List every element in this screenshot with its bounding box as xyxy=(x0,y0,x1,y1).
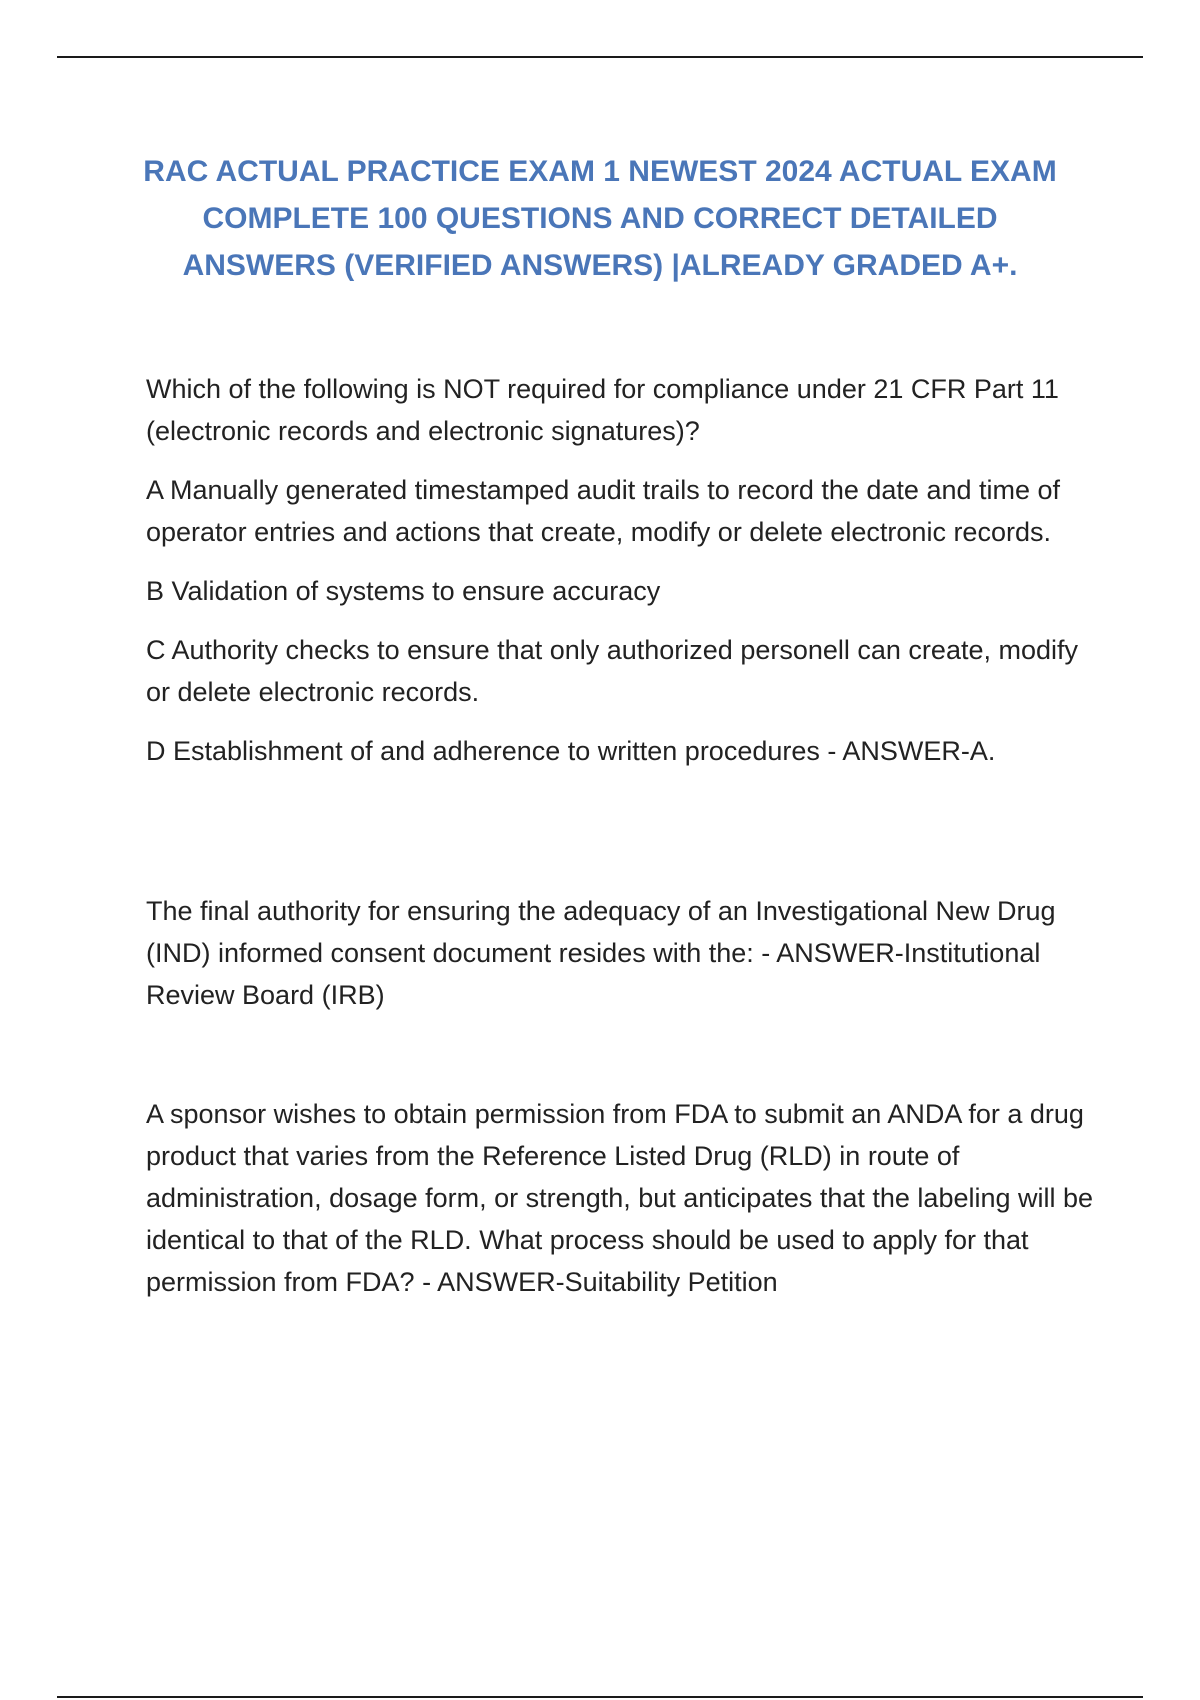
question-1 xyxy=(146,368,1106,789)
document-title xyxy=(130,148,1070,289)
question-1-stem: Which of the following is NOT required for compliance under 21 CFR Part 11 (electronic records and electronic signatures)? xyxy=(146,374,1059,446)
title-line-3: ANSWERS (VERIFIED ANSWERS) |ALREADY GRADED A+. xyxy=(182,249,1018,282)
question-1-option-c: C Authority checks to ensure that only authorized personell can create, modify or delete electronic records. xyxy=(146,635,1079,707)
question-1-option-d: D Establishment of and adherence to written procedures - ANSWER-A. xyxy=(146,736,996,766)
question-1-option-a: A Manually generated timestamped audit trails to record the date and time of operator entries and actions that create, modify or delete electronic records. xyxy=(146,475,1061,547)
title-line-2: COMPLETE 100 QUESTIONS AND CORRECT DETAILED xyxy=(202,202,998,235)
question-2-stem: The final authority for ensuring the adequacy of an Investigational New Drug (IND) informed consent document resides with the: - ANSWER-Institutional Review Board (IRB) xyxy=(146,896,1056,1010)
title-line-1: RAC ACTUAL PRACTICE EXAM 1 NEWEST 2024 ACTUAL EXAM xyxy=(143,155,1057,188)
question-2 xyxy=(146,890,1106,1033)
question-1-option-b: B Validation of systems to ensure accuracy xyxy=(146,576,661,606)
top-divider xyxy=(57,56,1143,58)
question-3-stem: A sponsor wishes to obtain permission from FDA to submit an ANDA for a drug product that varies from the Reference Listed Drug (RLD) in route of administration, dosage form, or strength, but anticipates that the labeling will be identical to that of the RLD. What process should be used to apply for that permission from FDA? - ANSWER-Suitability Petition xyxy=(146,1099,1094,1297)
question-3 xyxy=(146,1093,1106,1320)
bottom-divider xyxy=(57,1696,1143,1698)
